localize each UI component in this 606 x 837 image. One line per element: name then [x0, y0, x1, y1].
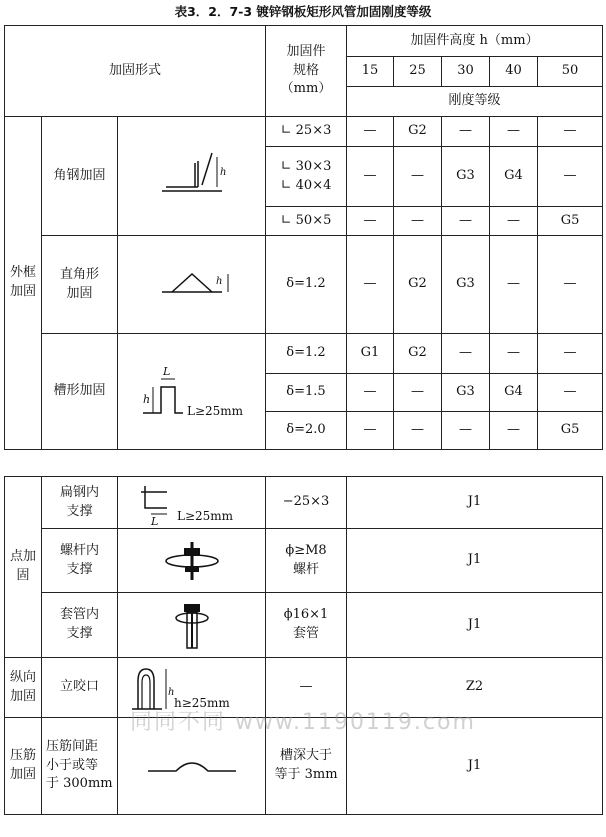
height-40: 40	[490, 57, 538, 87]
svg-text:h: h	[215, 275, 222, 287]
channel-cell: —	[442, 334, 490, 374]
rib-spec: 槽深大于 等于 3mm	[266, 718, 347, 815]
bolt-name: 螺杆内 支撑	[42, 529, 118, 593]
rib-icon	[132, 751, 252, 781]
channel-label: L≥25mm	[186, 403, 243, 418]
standing-seam-icon	[122, 661, 262, 715]
channel-cell: —	[538, 374, 603, 412]
rib-grade: J1	[347, 718, 603, 815]
sleeve-spec: ϕ16×1 套管	[266, 593, 347, 658]
channel-cell: —	[347, 412, 394, 450]
channel-spec-3: δ=2.0	[266, 412, 347, 450]
flat-steel-icon	[127, 480, 257, 526]
point-group-label: 点加 固	[5, 477, 42, 658]
angle-spec-2: ∟ 30×3 ∟ 40×4	[266, 147, 347, 207]
angle-cell: —	[538, 147, 603, 207]
right-angle-diagram	[118, 236, 266, 334]
standing-seam-diagram	[118, 658, 266, 718]
svg-text:h: h	[142, 392, 150, 406]
outer-group-label: 外框 加固	[5, 117, 42, 450]
channel-cell: G5	[538, 412, 603, 450]
channel-cell: —	[347, 374, 394, 412]
angle-spec-1: ∟ 25×3	[266, 117, 347, 147]
channel-cell: —	[538, 334, 603, 374]
angle-cell: —	[394, 207, 442, 236]
height-50: 50	[538, 57, 603, 87]
standing-seam-grade: Z2	[347, 658, 603, 718]
standing-seam-spec: —	[266, 658, 347, 718]
rib-group-label: 压筋 加固	[5, 718, 42, 815]
channel-spec-1: δ=1.2	[266, 334, 347, 374]
svg-text:L: L	[150, 514, 158, 526]
channel-cell: —	[490, 334, 538, 374]
bolt-spec: ϕ≥M8 螺杆	[266, 529, 347, 593]
angle-cell: G4	[490, 147, 538, 207]
angle-cell: —	[394, 147, 442, 207]
rib-name: 压筋间距 小于或等 于 300mm	[42, 718, 118, 815]
header-spec: 加固件 规格 （mm）	[266, 26, 347, 117]
bolt-grade: J1	[347, 529, 603, 593]
flat-steel-spec: −25×3	[266, 477, 347, 529]
channel-cell: G1	[347, 334, 394, 374]
angle-spec-3: ∟ 50×5	[266, 207, 347, 236]
sleeve-icon	[152, 598, 232, 652]
angle-diagram	[118, 117, 266, 236]
longitudinal-group-label: 纵向 加固	[5, 658, 42, 718]
bolt-diagram	[118, 529, 266, 593]
other-reinforcement-table	[4, 476, 603, 815]
watermark: 同同不同 www.1190119.com	[130, 710, 476, 735]
right-cell: —	[538, 236, 603, 334]
right-cell: G2	[394, 236, 442, 334]
channel-diagram	[118, 334, 266, 450]
angle-cell: —	[490, 207, 538, 236]
standing-seam-name: 立咬口	[42, 658, 118, 718]
channel-steel-icon	[127, 357, 257, 427]
flat-steel-diagram	[118, 477, 266, 529]
angle-cell: G5	[538, 207, 603, 236]
channel-cell: G2	[394, 334, 442, 374]
angle-cell: —	[347, 147, 394, 207]
channel-name: 槽形加固	[42, 334, 118, 450]
channel-cell: —	[490, 412, 538, 450]
standing-seam-label: h≥25mm	[173, 695, 230, 710]
channel-cell: G3	[442, 374, 490, 412]
right-cell: —	[347, 236, 394, 334]
angle-cell: —	[442, 117, 490, 147]
header-stiffness: 刚度等级	[347, 87, 603, 117]
angle-steel-icon	[132, 141, 252, 211]
svg-text:h: h	[167, 686, 174, 698]
header-form: 加固形式	[5, 26, 266, 117]
right-cell: —	[490, 236, 538, 334]
angle-cell: —	[490, 117, 538, 147]
right-cell: G3	[442, 236, 490, 334]
angle-cell: —	[347, 117, 394, 147]
channel-cell: —	[394, 374, 442, 412]
flat-steel-grade: J1	[347, 477, 603, 529]
angle-cell: —	[538, 117, 603, 147]
channel-cell: —	[442, 412, 490, 450]
bolt-icon	[152, 536, 232, 586]
right-angle-icon	[132, 260, 252, 310]
angle-name: 角钢加固	[42, 117, 118, 236]
angle-cell: G3	[442, 147, 490, 207]
svg-text:h: h	[219, 167, 226, 178]
outer-reinforcement-table	[4, 25, 603, 450]
rib-diagram	[118, 718, 266, 815]
table-title: 表3．2．7-3 镀锌钢板矩形风管加固刚度等级	[174, 4, 432, 19]
sleeve-diagram	[118, 593, 266, 658]
angle-cell: G2	[394, 117, 442, 147]
channel-spec-2: δ=1.5	[266, 374, 347, 412]
right-angle-spec: δ=1.2	[266, 236, 347, 334]
channel-cell: —	[394, 412, 442, 450]
flat-steel-label: L≥25mm	[176, 508, 233, 523]
svg-text:L: L	[162, 364, 170, 378]
sleeve-name: 套管内 支撑	[42, 593, 118, 658]
height-25: 25	[394, 57, 442, 87]
flat-steel-name: 扁钢内 支撑	[42, 477, 118, 529]
angle-cell: —	[347, 207, 394, 236]
right-angle-name: 直角形 加固	[42, 236, 118, 334]
sleeve-grade: J1	[347, 593, 603, 658]
angle-cell: —	[442, 207, 490, 236]
channel-cell: G4	[490, 374, 538, 412]
height-30: 30	[442, 57, 490, 87]
height-15: 15	[347, 57, 394, 87]
header-height: 加固件高度 h（mm）	[347, 26, 603, 57]
